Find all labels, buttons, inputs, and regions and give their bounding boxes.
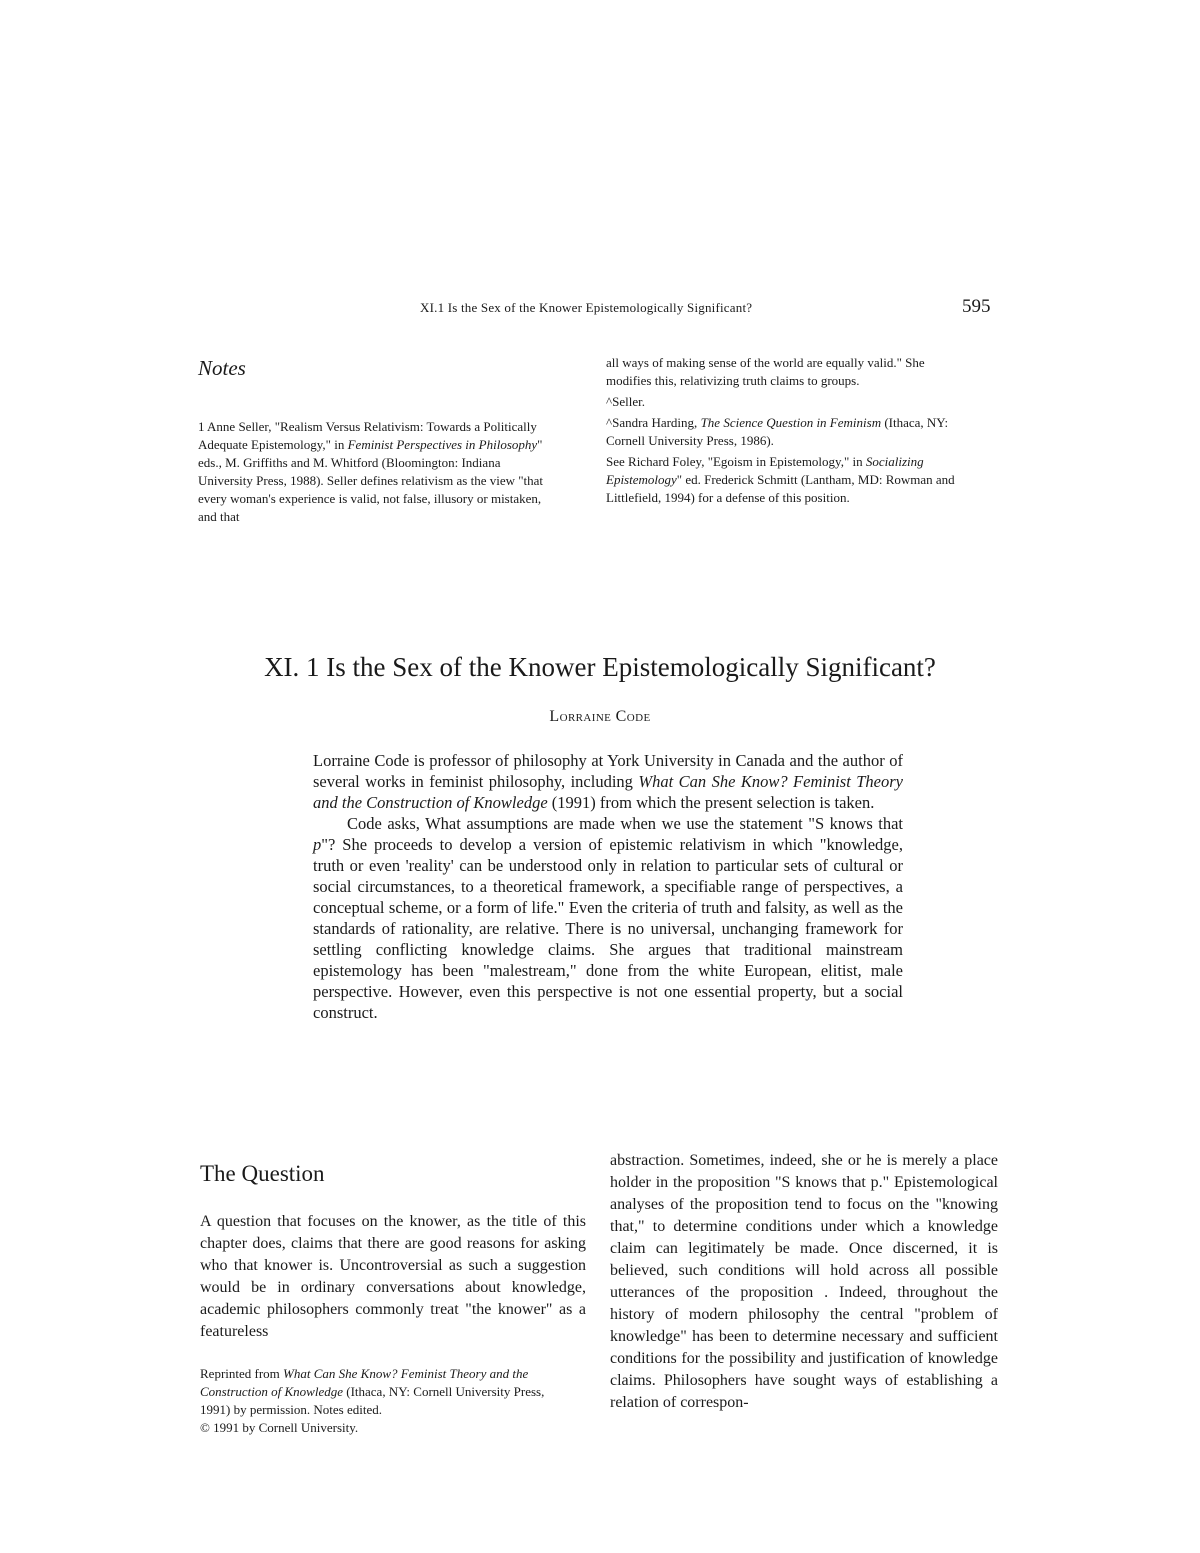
notes-right-column	[606, 354, 966, 507]
intro-p2-text: Code asks, What assumptions are made when we use the statement "S knows that	[347, 814, 903, 833]
footnote-3-text-cont: (Ithaca, NY: Cornell University Press, 1986).	[606, 415, 949, 448]
body-right-column	[610, 1150, 998, 1414]
footnote-4	[606, 453, 966, 507]
reprint-source	[200, 1365, 570, 1419]
footnote-1	[198, 418, 558, 526]
footnote-4-title: Socializing Epistemology	[606, 454, 924, 487]
footnote-1-title: Feminist Perspectives in Philosophy	[347, 437, 538, 452]
body-paragraph-right: abstraction. Sometimes, indeed, she or he is merely a place holder in the proposition "S knows that p." Epistemological analyses of the proposition tend to focus on the "knowing that," to determine conditions under which a knowledge claim can legitimately be made. Once discerned, it is believed, such conditions will hold across all possible utterances of the proposition . Indeed, throughout the history of modern philosophy the central "problem of knowledge" has been to determine necessary and sufficient conditions for the possibility and justification of knowledge claims. Philosophers have sought ways of establishing a relation of correspon-	[610, 1152, 998, 1411]
reprint-text-cont: (Ithaca, NY: Cornell University Press, 1991) by permission. Notes edited.	[200, 1384, 545, 1417]
footnote-3-title: The Science Question in Feminism	[700, 415, 882, 430]
footnote-4-text-cont: " ed. Frederick Schmitt (Lantham, MD: Rowman and Littlefield, 1994) for a defense of this position.	[606, 472, 955, 505]
chapter-title: XI. 1 Is the Sex of the Knower Epistemologically Significant?	[264, 652, 936, 682]
intro-p2-text-cont: "? She proceeds to develop a version of epistemic relativism in which "knowledge, truth or even 'reality' can be understood only in relation to particular sets of cultural or social circumstances, to a theoretical framework, a specifiable range of perspectives, a conceptual scheme, or a form of life." Even the criteria of truth and falsity, as well as the standards of rationality, are relative. There is no universal, unchanging framework for settling conflicting knowledge claims. She argues that traditional mainstream epistemology has been "malestream," done from the white European, elitist, male perspective. However, even this perspective is not one essential property, but a social construct.	[313, 835, 903, 1022]
reprint-copyright: © 1991 by Cornell University.	[200, 1420, 359, 1435]
reprint-note	[200, 1365, 570, 1437]
notes-heading: Notes	[198, 356, 246, 380]
footnote-1-continued: all ways of making sense of the world are equally valid." She modifies this, relativizing truth claims to groups.	[606, 355, 925, 388]
footnote-3-text: ^Sandra Harding,	[606, 415, 701, 430]
chapter-introduction	[313, 750, 903, 1023]
body-left-column	[200, 1211, 586, 1343]
intro-p1-text-cont: (1991) from which the present selection is taken.	[547, 793, 875, 812]
footnote-1-text-cont: " eds., M. Griffiths and M. Whitford (Bloomington: Indiana University Press, 1988). Seller defines relativism as the view "that every woman's experience is valid, not false, illusory or mistaken, and that	[198, 437, 544, 524]
running-head: XI.1 Is the Sex of the Knower Epistemologically Significant?	[420, 300, 753, 315]
page-number: 595	[962, 296, 991, 317]
intro-paragraph-2	[313, 813, 903, 1023]
footnote-2: ^Seller.	[606, 394, 645, 409]
intro-p2-variable: p	[313, 835, 322, 854]
body-paragraph-left: A question that focuses on the knower, as the title of this chapter does, claims that there are good reasons for asking who that knower is. Uncontroversial as such a suggestion would be in ordinary conversations about knowledge, academic philosophers commonly treat "the knower" as a featureless	[200, 1213, 586, 1340]
intro-p1-book-title: What Can She Know? Feminist Theory and the Construction of Knowledge	[313, 772, 903, 812]
footnote-1-text: 1 Anne Seller, "Realism Versus Relativism: Towards a Politically Adequate Epistemology," in	[198, 419, 537, 452]
notes-left-column	[198, 418, 558, 526]
section-heading: The Question	[200, 1161, 325, 1186]
footnote-4-text: See Richard Foley, "Egoism in Epistemology," in	[606, 454, 866, 469]
footnote-3	[606, 414, 966, 450]
intro-paragraph-1	[313, 750, 903, 813]
reprint-text: Reprinted from	[200, 1366, 284, 1381]
intro-p1-text: Lorraine Code is professor of philosophy at York University in Canada and the author of several works in feminist philosophy, including	[313, 751, 903, 791]
reprint-book-title: What Can She Know? Feminist Theory and the Construction of Knowledge	[200, 1366, 529, 1399]
chapter-author: Lorraine Code	[549, 708, 651, 725]
